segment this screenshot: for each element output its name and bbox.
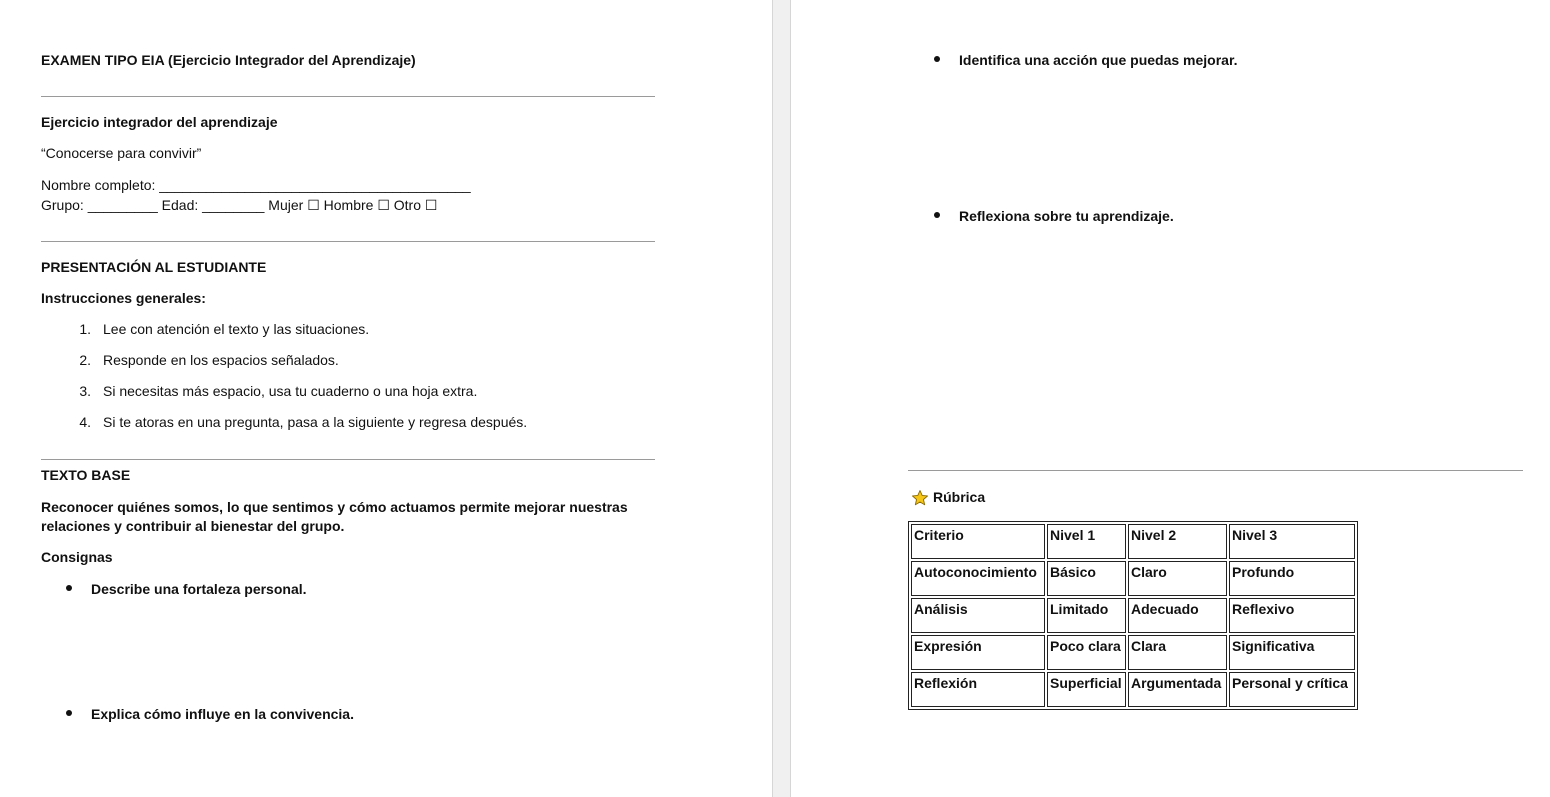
table-header-row [911, 524, 1355, 559]
divider [41, 241, 655, 242]
table-cell: Claro [1128, 561, 1227, 596]
star-icon [911, 489, 929, 507]
section-title: Ejercicio integrador del aprendizaje [41, 114, 278, 130]
list-item: 4. Si te atoras en una pregunta, pasa a la siguiente y regresa después. [79, 414, 528, 430]
instructions-list [41, 320, 527, 444]
table-cell: Análisis [911, 598, 1045, 633]
list-item: Describe una fortaleza personal. [66, 580, 307, 598]
list-item: 1. Lee con atención el texto y las situaciones. [79, 321, 370, 337]
table-cell: Significativa [1229, 635, 1355, 670]
table-cell: Básico [1047, 561, 1126, 596]
table-row [911, 635, 1355, 670]
exam-title: EXAMEN TIPO EIA (Ejercicio Integrador del Aprendizaje) [41, 52, 416, 68]
table-row [911, 561, 1355, 596]
table-cell: Argumentada [1128, 672, 1227, 707]
table-row [911, 672, 1355, 707]
divider [41, 459, 655, 460]
table-cell: Criterio [911, 524, 1045, 559]
table-row [911, 598, 1355, 633]
page-gutter [772, 0, 791, 797]
quote-subtitle: “Conocerse para convivir” [41, 145, 202, 161]
table-cell: Superficial [1047, 672, 1126, 707]
divider [41, 96, 655, 97]
table-cell: Nivel 3 [1229, 524, 1355, 559]
table-cell: Expresión [911, 635, 1045, 670]
list-item: Explica cómo influye en la convivencia. [66, 705, 354, 723]
table-cell: Autoconocimiento [911, 561, 1045, 596]
instructions-heading: Instrucciones generales: [41, 290, 206, 306]
left-page [0, 0, 772, 797]
base-text-paragraph: Reconocer quiénes somos, lo que sentimos y cómo actuamos permite mejorar nuestras relaciones y contribuir al bienestar del grupo. [41, 499, 628, 534]
table-cell: Profundo [1229, 561, 1355, 596]
bullet-icon [934, 212, 940, 218]
group-field-line: Grupo: _________ Edad: ________ Mujer ☐ Hombre ☐ Otro ☐ [41, 197, 438, 213]
list-item: Identifica una acción que puedas mejorar. [934, 51, 1238, 69]
base-text-heading: TEXTO BASE [41, 467, 131, 483]
table-cell: Adecuado [1128, 598, 1227, 633]
table-cell: Personal y crítica [1229, 672, 1355, 707]
list-item: 3. Si necesitas más espacio, usa tu cuaderno o una hoja extra. [79, 383, 478, 399]
consignas-heading: Consignas [41, 549, 113, 565]
bullet-icon [66, 710, 72, 716]
name-field-line: Nombre completo: ________________________________________ [41, 177, 471, 193]
bullet-icon [934, 56, 940, 62]
table-cell: Nivel 1 [1047, 524, 1126, 559]
table-cell: Reflexión [911, 672, 1045, 707]
rubric-title: Rúbrica [933, 489, 986, 505]
rubric-title-row [911, 489, 985, 507]
list-item: 2. Responde en los espacios señalados. [79, 352, 339, 368]
presentation-heading: PRESENTACIÓN AL ESTUDIANTE [41, 259, 267, 275]
table-cell: Limitado [1047, 598, 1126, 633]
divider [908, 470, 1523, 471]
bullet-icon [66, 585, 72, 591]
table-cell: Reflexivo [1229, 598, 1355, 633]
table-cell: Clara [1128, 635, 1227, 670]
rubric-table [908, 521, 1358, 710]
table-cell: Nivel 2 [1128, 524, 1227, 559]
list-item: Reflexiona sobre tu aprendizaje. [934, 207, 1174, 225]
table-cell: Poco clara [1047, 635, 1126, 670]
